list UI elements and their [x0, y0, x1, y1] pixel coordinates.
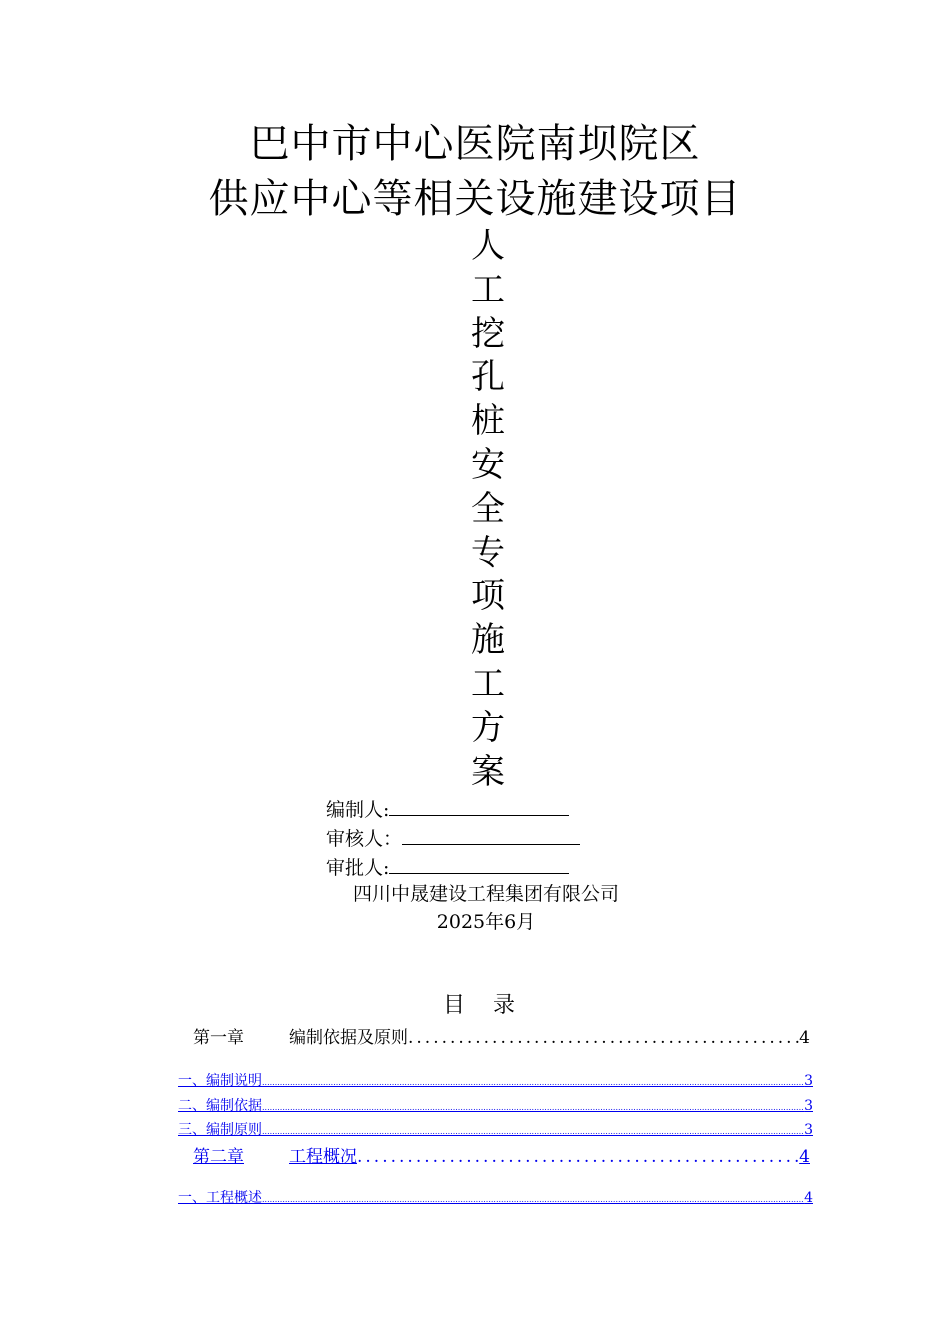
- toc-entry-page: 4: [804, 1190, 813, 1206]
- toc-entry-link[interactable]: [178, 1097, 813, 1117]
- vertical-title-char: 专: [471, 532, 505, 573]
- reviewer-signature-line: [402, 826, 580, 845]
- toc-entry-label: 三、编制原则: [178, 1122, 262, 1138]
- vertical-title-char: 桩: [471, 401, 505, 442]
- vertical-title-char: 挖: [471, 313, 505, 354]
- vertical-title-char: 人: [471, 226, 505, 266]
- chapter-number: 第一章: [193, 1028, 244, 1048]
- reviewer-label: 审核人：: [326, 828, 403, 850]
- toc-leader-dots: [262, 1191, 804, 1209]
- vertical-title-char: 安: [471, 444, 505, 485]
- chapter-title: 编制依据及原则: [289, 1028, 408, 1048]
- toc-leader-dots: [357, 1146, 799, 1168]
- vertical-title-char: 项: [471, 576, 505, 617]
- cover-title-line-1: 巴中市中心医院南坝院区: [249, 121, 701, 167]
- toc-title: 目录: [442, 993, 543, 1018]
- toc-chapter-2[interactable]: [193, 1146, 810, 1168]
- vertical-title-char: 孔: [471, 357, 505, 398]
- toc-entry-page: 3: [804, 1122, 813, 1138]
- toc-entry-link[interactable]: [178, 1072, 813, 1092]
- toc-entry-page: 3: [804, 1098, 813, 1114]
- compiler-signature-line: [389, 797, 569, 816]
- toc-leader-dots: [408, 1027, 799, 1049]
- toc-chapter-1[interactable]: [193, 1027, 810, 1049]
- vertical-title: [466, 225, 510, 794]
- toc-leader-dots: [262, 1099, 804, 1117]
- toc-entry-label: 一、工程概述: [178, 1190, 262, 1206]
- toc-entry-link[interactable]: [178, 1189, 813, 1209]
- reviewer-signature-row: [326, 826, 580, 851]
- toc-entry-label: 一、编制说明: [178, 1073, 262, 1089]
- vertical-title-char: 全: [471, 488, 505, 529]
- vertical-title-char: 方: [471, 707, 505, 748]
- chapter-title: 工程概况: [289, 1147, 357, 1167]
- compiler-signature-row: [326, 797, 569, 822]
- vertical-title-char: 案: [471, 751, 505, 792]
- vertical-title-char: 施: [471, 620, 505, 661]
- toc-leader-dots: [262, 1123, 804, 1141]
- approver-signature-row: [326, 855, 569, 880]
- toc-leader-dots: [262, 1074, 804, 1092]
- approver-label: 审批人:: [326, 857, 390, 879]
- chapter-number: 第二章: [193, 1147, 244, 1167]
- vertical-title-char: 工: [471, 269, 505, 310]
- cover-title-line-2: 供应中心等相关设施建设项目: [208, 176, 742, 222]
- company-name: 四川中晟建设工程集团有限公司: [352, 883, 619, 905]
- document-date: 2025年6月: [436, 911, 536, 933]
- approver-signature-line: [389, 855, 569, 874]
- vertical-title-char: 工: [471, 663, 505, 704]
- chapter-page: 4: [799, 1028, 810, 1048]
- toc-entry-page: 3: [804, 1073, 813, 1089]
- chapter-page: 4: [799, 1147, 810, 1167]
- toc-entry-link[interactable]: [178, 1121, 813, 1141]
- toc-entry-label: 二、编制依据: [178, 1098, 262, 1114]
- compiler-label: 编制人:: [326, 799, 390, 821]
